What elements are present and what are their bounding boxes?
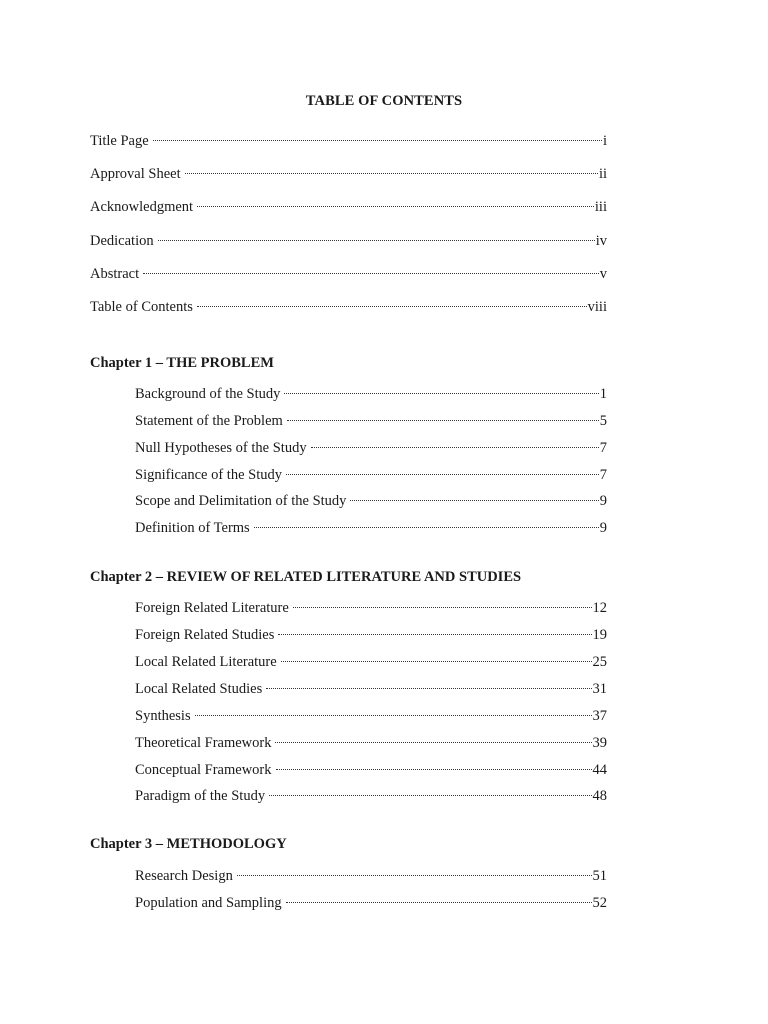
toc-entry-page: 39 [592, 735, 607, 751]
toc-entry [135, 621, 607, 643]
dot-leader [286, 889, 592, 907]
dot-leader [185, 160, 598, 178]
toc-entry [135, 729, 607, 751]
chapter-2-heading: Chapter 2 – REVIEW OF RELATED LITERATURE AND STUDIES [90, 569, 522, 585]
toc-entry-label: Table of Contents [90, 299, 193, 315]
toc-entry-page: ii [598, 166, 607, 182]
toc-entry-label: Background of the Study [135, 386, 281, 402]
dot-leader [143, 260, 599, 278]
toc-entry-page: v [599, 266, 607, 282]
dot-leader [195, 702, 592, 720]
toc-entry-label: Dedication [90, 233, 154, 249]
toc-entry-page: 48 [592, 788, 607, 804]
toc-entry-label: Paradigm of the Study [135, 788, 266, 804]
toc-entry [135, 434, 607, 456]
toc-entry-page: 7 [599, 467, 607, 483]
toc-entry-label: Research Design [135, 868, 233, 884]
toc-entry [135, 487, 607, 509]
dot-leader [286, 461, 599, 479]
toc-entry-page: 19 [592, 627, 607, 643]
toc-entry-page: 12 [592, 600, 607, 616]
toc-entry-page: 1 [599, 386, 607, 402]
dot-leader [158, 227, 595, 245]
toc-entry [135, 461, 607, 483]
toc-entry-label: Title Page [90, 133, 149, 149]
document-title: TABLE OF CONTENTS [305, 93, 463, 109]
toc-entry-page: 7 [599, 440, 607, 456]
toc-entry-page: 51 [592, 868, 607, 884]
toc-entry-page: 9 [599, 520, 607, 536]
toc-entry-page: 44 [592, 762, 607, 778]
dot-leader [276, 756, 592, 774]
toc-entry-approval-sheet [90, 160, 607, 182]
toc-entry [135, 702, 607, 724]
toc-entry-page: 9 [599, 493, 607, 509]
toc-entry-label: Significance of the Study [135, 467, 282, 483]
toc-entry [135, 514, 607, 536]
toc-entry [135, 889, 607, 911]
toc-entry-page: i [602, 133, 607, 149]
toc-entry [135, 782, 607, 804]
dot-leader [350, 487, 598, 505]
toc-entry [135, 862, 607, 884]
chapter-3-heading: Chapter 3 – METHODOLOGY [90, 836, 287, 852]
dot-leader [284, 380, 598, 398]
toc-entry [135, 594, 607, 616]
toc-entry-page: 37 [592, 708, 607, 724]
dot-leader [281, 648, 592, 666]
dot-leader [254, 514, 599, 532]
dot-leader [237, 862, 592, 880]
toc-entry [135, 380, 607, 402]
toc-entry-label: Scope and Delimitation of the Study [135, 493, 347, 509]
toc-entry [135, 648, 607, 670]
toc-entry-acknowledgment [90, 193, 607, 215]
toc-entry-label: Definition of Terms [135, 520, 250, 536]
toc-entry-label: Theoretical Framework [135, 735, 272, 751]
toc-entry-label: Acknowledgment [90, 199, 194, 215]
toc-entry-page: 52 [592, 895, 607, 911]
toc-entry-page: 5 [599, 413, 607, 429]
dot-leader [287, 407, 599, 425]
toc-entry-page: 31 [592, 681, 607, 697]
toc-entry-table-of-contents [90, 293, 607, 315]
dot-leader [311, 434, 599, 452]
toc-entry-label: Approval Sheet [90, 166, 181, 182]
chapter-1-heading: Chapter 1 – THE PROBLEM [90, 355, 274, 371]
dot-leader [197, 193, 594, 211]
toc-entry-label: Synthesis [135, 708, 191, 724]
toc-entry-label: Conceptual Framework [135, 762, 272, 778]
toc-entry-page: viii [587, 299, 607, 315]
toc-entry [135, 407, 607, 429]
toc-entry-label: Foreign Related Studies [135, 627, 275, 643]
toc-entry-page: 25 [592, 654, 607, 670]
toc-entry-dedication [90, 227, 607, 249]
toc-entry-title-page [90, 127, 607, 149]
toc-entry-label: Local Related Studies [135, 681, 263, 697]
toc-entry-abstract [90, 260, 607, 282]
dot-leader [269, 782, 591, 800]
toc-entry-page: iii [594, 199, 607, 215]
toc-entry-label: Null Hypotheses of the Study [135, 440, 307, 456]
toc-entry-page: iv [595, 233, 607, 249]
toc-entry-label: Statement of the Problem [135, 413, 283, 429]
dot-leader [197, 293, 587, 311]
dot-leader [275, 729, 591, 747]
dot-leader [293, 594, 592, 612]
dot-leader [153, 127, 602, 145]
toc-entry-label: Local Related Literature [135, 654, 277, 670]
toc-entry-label: Foreign Related Literature [135, 600, 289, 616]
dot-leader [278, 621, 591, 639]
toc-entry [135, 675, 607, 697]
dot-leader [266, 675, 591, 693]
toc-entry-label: Abstract [90, 266, 140, 282]
toc-entry [135, 756, 607, 778]
toc-entry-label: Population and Sampling [135, 895, 282, 911]
